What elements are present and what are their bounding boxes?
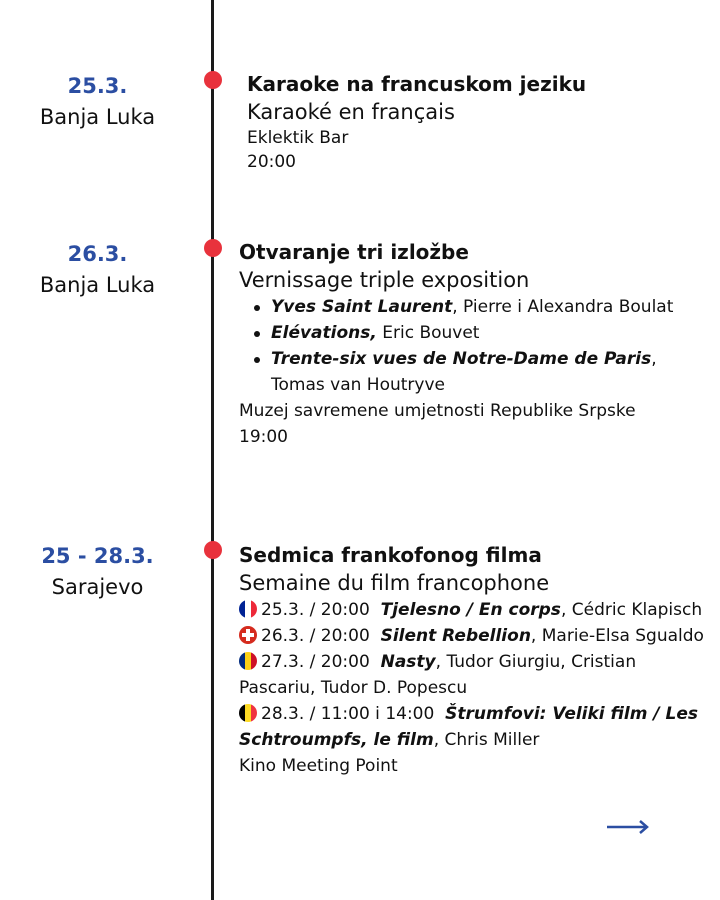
belgium-flag-icon [239,704,257,722]
event-title: Otvaranje tri izložbe [239,240,469,264]
timeline-line [211,0,214,900]
timeline-dot [204,541,222,559]
film-row: 28.3. / 11:00 i 14:00 Štrumfovi: Veliki film / Les Schtroumpfs, le film, Chris Miller [239,704,698,750]
event-city: Banja Luka [39,105,156,129]
event-time: 20:00 [247,152,296,172]
event-venue: Kino Meeting Point [239,756,398,776]
france-flag-icon [239,600,257,618]
event-date-block [0,542,195,604]
film-row: 25.3. / 20:00 Tjelesno / En corps, Cédric Klapisch [239,597,711,623]
event-exhibitions [239,238,709,450]
event-karaoke [247,70,586,174]
film-row: 27.3. / 20:00 Nasty, Tudor Giurgiu, Cristian Pascariu, Tudor D. Popescu [239,652,637,698]
event-time: 19:00 [239,427,288,447]
exhibition-list [239,294,709,398]
event-venue: Muzej savremene umjetnosti Republike Srpske [239,401,636,421]
film-row: 26.3. / 20:00 Silent Rebellion, Marie-Elsa Sgualdo [239,623,711,649]
list-item: Yves Saint Laurent, Pierre i Alexandra Boulat [239,294,709,320]
timeline-dot [204,239,222,257]
event-date: 25.3. [67,74,128,98]
event-film-week [239,541,711,779]
event-subtitle: Karaoké en français [247,100,455,124]
event-date: 26.3. [67,242,128,266]
romania-flag-icon [239,652,257,670]
event-city: Sarajevo [51,575,144,599]
arrow-right-icon[interactable] [606,817,650,841]
event-title: Sedmica frankofonog filma [239,543,542,567]
event-date-block [0,240,195,302]
event-venue: Eklektik Bar [247,128,349,148]
event-subtitle: Vernissage triple exposition [239,268,530,292]
event-title: Karaoke na francuskom jeziku [247,72,587,96]
event-date-block [0,72,195,134]
event-subtitle: Semaine du film francophone [239,571,550,595]
list-item: Elévations, Eric Bouvet [239,320,709,346]
event-city: Banja Luka [39,273,156,297]
timeline-dot [204,71,222,89]
switzerland-flag-icon [239,626,257,644]
list-item: Trente-six vues de Notre-Dame de Paris, Tomas van Houtryve [239,346,709,398]
event-date: 25 - 28.3. [41,544,154,568]
